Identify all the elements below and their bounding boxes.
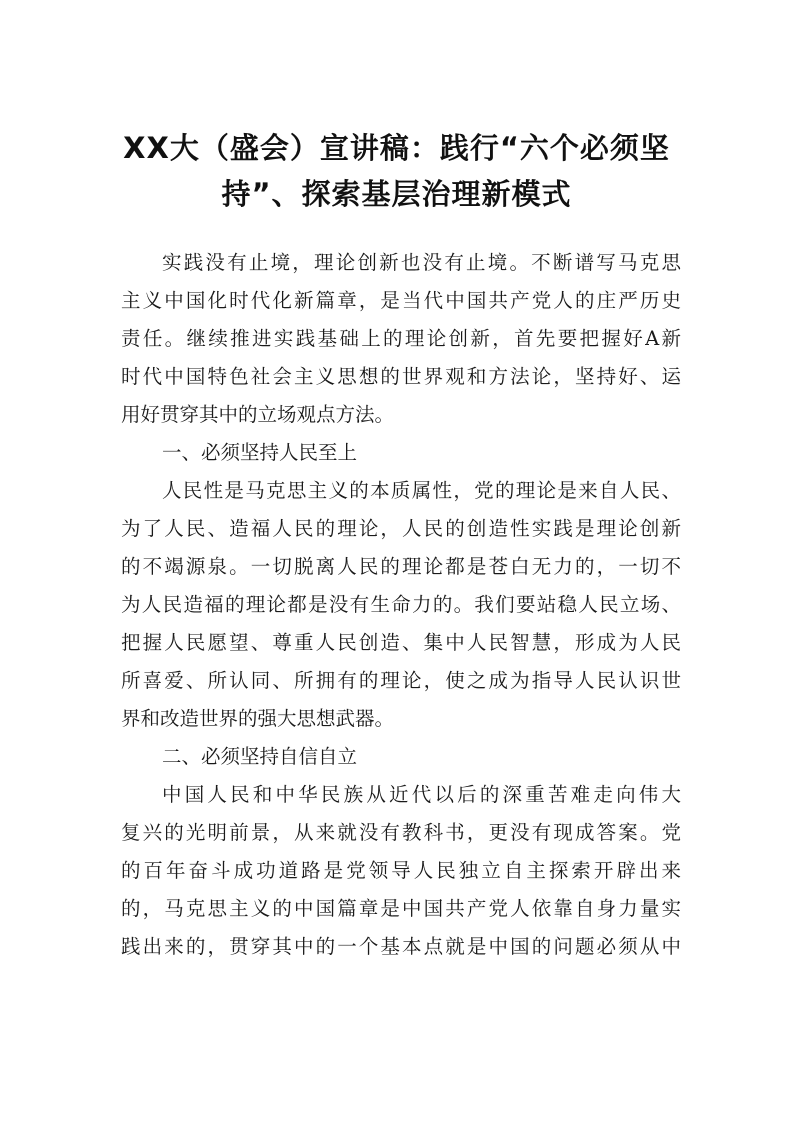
text-line: 人民性是马克思主义的本质属性，党的理论是来自人民、 (162, 479, 681, 502)
text-line: 主义中国化时代化新篇章，是当代中国共产党人的庄严历史 (121, 289, 681, 312)
document-body (121, 244, 681, 966)
section-heading-2: 二、必须坚持自信自立 (162, 745, 358, 768)
text-line: 实践没有止境，理论创新也没有止境。不断谱写马克思 (162, 251, 681, 274)
text-line: 责任。继续推进实践基础上的理论创新，首先要把握好A新 (121, 327, 681, 350)
document-title-line-1: XX大（盛会）宣讲稿：践行“六个必须坚 (123, 131, 670, 165)
paragraph-self-reliance (121, 776, 681, 966)
text-line: 用好贯穿其中的立场观点方法。 (121, 403, 395, 426)
text-line: 的，马克思主义的中国篇章是中国共产党人依靠自身力量实 (121, 897, 681, 920)
text-line: 为人民造福的理论都是没有生命力的。我们要站稳人民立场、 (121, 593, 681, 616)
text-line: 的百年奋斗成功道路是党领导人民独立自主探索开辟出来 (121, 859, 681, 882)
paragraph-people-first (121, 472, 681, 738)
text-line: 把握人民愿望、尊重人民创造、集中人民智慧，形成为人民 (121, 631, 681, 654)
text-line: 践出来的，贯穿其中的一个基本点就是中国的问题必须从中 (121, 935, 681, 958)
text-line: 复兴的光明前景，从来就没有教科书，更没有现成答案。党 (121, 821, 681, 844)
text-line: 时代中国特色社会主义思想的世界观和方法论，坚持好、运 (121, 365, 681, 388)
text-line: 为了人民、造福人民的理论，人民的创造性实践是理论创新 (121, 517, 681, 540)
document-title-line-2: 持”、探索基层治理新模式 (221, 177, 572, 211)
text-line: 的不竭源泉。一切脱离人民的理论都是苍白无力的，一切不 (121, 555, 681, 578)
text-line: 所喜爱、所认同、所拥有的理论，使之成为指导人民认识世 (121, 669, 681, 692)
text-line: 中国人民和中华民族从近代以后的深重苦难走向伟大 (162, 783, 681, 806)
paragraph-intro (121, 244, 681, 434)
text-line: 界和改造世界的强大思想武器。 (121, 707, 395, 730)
section-heading-1: 一、必须坚持人民至上 (162, 441, 358, 464)
